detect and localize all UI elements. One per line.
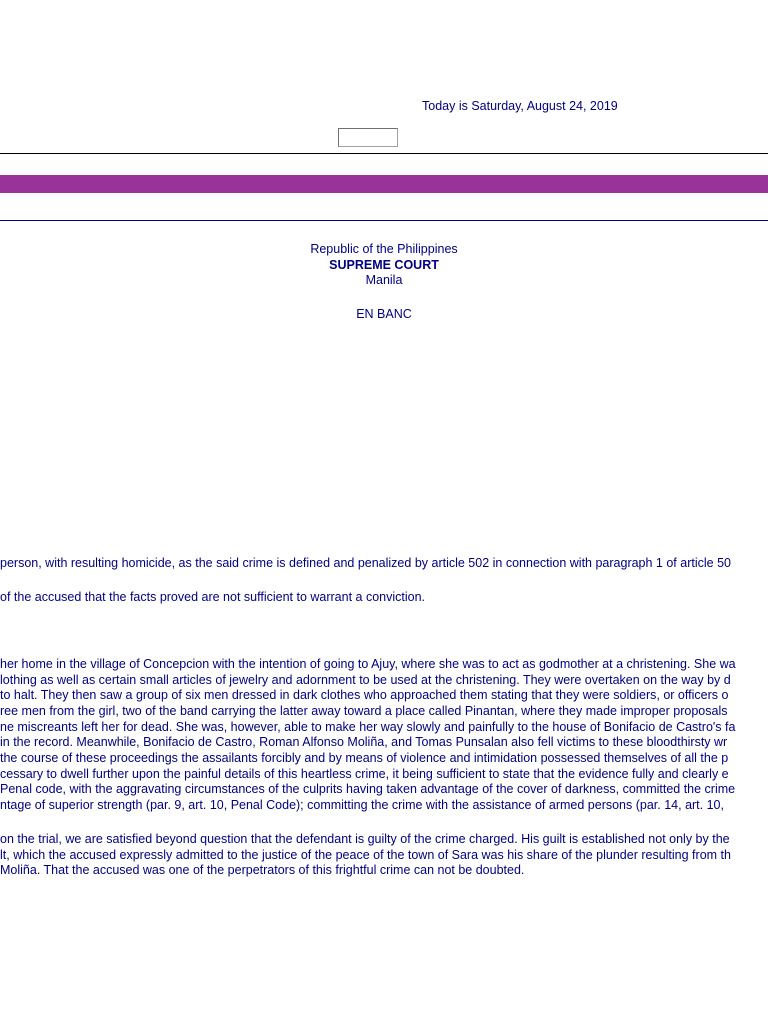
search-input[interactable]	[338, 128, 398, 147]
header-divider	[0, 220, 768, 221]
body-line: to halt. They then saw a group of six men dressed in dark clothes who approached them stating that they were soldiers, or officers o	[0, 688, 729, 702]
body-line: ntage of superior strength (par. 9, art. 10, Penal Code); committing the crime with the assistance of armed persons (par. 14, art. 10,	[0, 798, 724, 812]
current-date-text: Today is Saturday, August 24, 2019	[422, 99, 618, 113]
court-name: SUPREME COURT	[329, 257, 439, 272]
nav-banner-bar	[0, 175, 768, 193]
top-divider	[0, 153, 768, 154]
body-line: ree men from the girl, two of the band carrying the latter away toward a place called Pinantan, where they made improper proposals	[0, 704, 728, 718]
body-line: cessary to dwell further upon the painful details of this heartless crime, it being sufficient to state that the evidence fully and clearly e	[0, 767, 729, 781]
body-line: Moliña. That the accused was one of the perpetrators of this frightful crime can not be doubted.	[0, 863, 525, 877]
body-line: person, with resulting homicide, as the said crime is defined and penalized by article 502 in connection with paragraph 1 of article 50	[0, 556, 731, 570]
body-line: Penal code, with the aggravating circumstances of the culprits having taken advantage of the cover of darkness, committed the crime	[0, 782, 736, 796]
body-line: ne miscreants left her for dead. She was, however, able to make her way slowly and painfully to the house of Bonifacio de Castro's fa	[0, 720, 736, 734]
court-city: Manila	[365, 273, 403, 287]
republic-label: Republic of the Philippines	[310, 242, 458, 256]
division-label: EN BANC	[356, 307, 412, 321]
body-line: the course of these proceedings the assailants forcibly and by means of violence and intimidation possessed themselves of all the p	[0, 751, 729, 765]
body-line: in the record. Meanwhile, Bonifacio de Castro, Roman Alfonso Moliña, and Tomas Punsalan also fell victims to these bloodthirsty wr	[0, 735, 728, 749]
body-line: of the accused that the facts proved are not sufficient to warrant a conviction.	[0, 590, 426, 604]
case-caption	[0, 242, 768, 289]
body-line: lothing as well as certain small articles of jewelry and adornment to be used at the christening. They were overtaken on the way by d	[0, 673, 731, 687]
body-line: on the trial, we are satisfied beyond question that the defendant is guilty of the crime charged. His guilt is established not only by the	[0, 832, 730, 846]
body-line: her home in the village of Concepcion with the intention of going to Ajuy, where she was to act as godmother at a christening. She wa	[0, 657, 736, 671]
body-line: lt, which the accused expressly admitted to the justice of the peace of the town of Sara was his share of the plunder resulting from th	[0, 848, 731, 862]
